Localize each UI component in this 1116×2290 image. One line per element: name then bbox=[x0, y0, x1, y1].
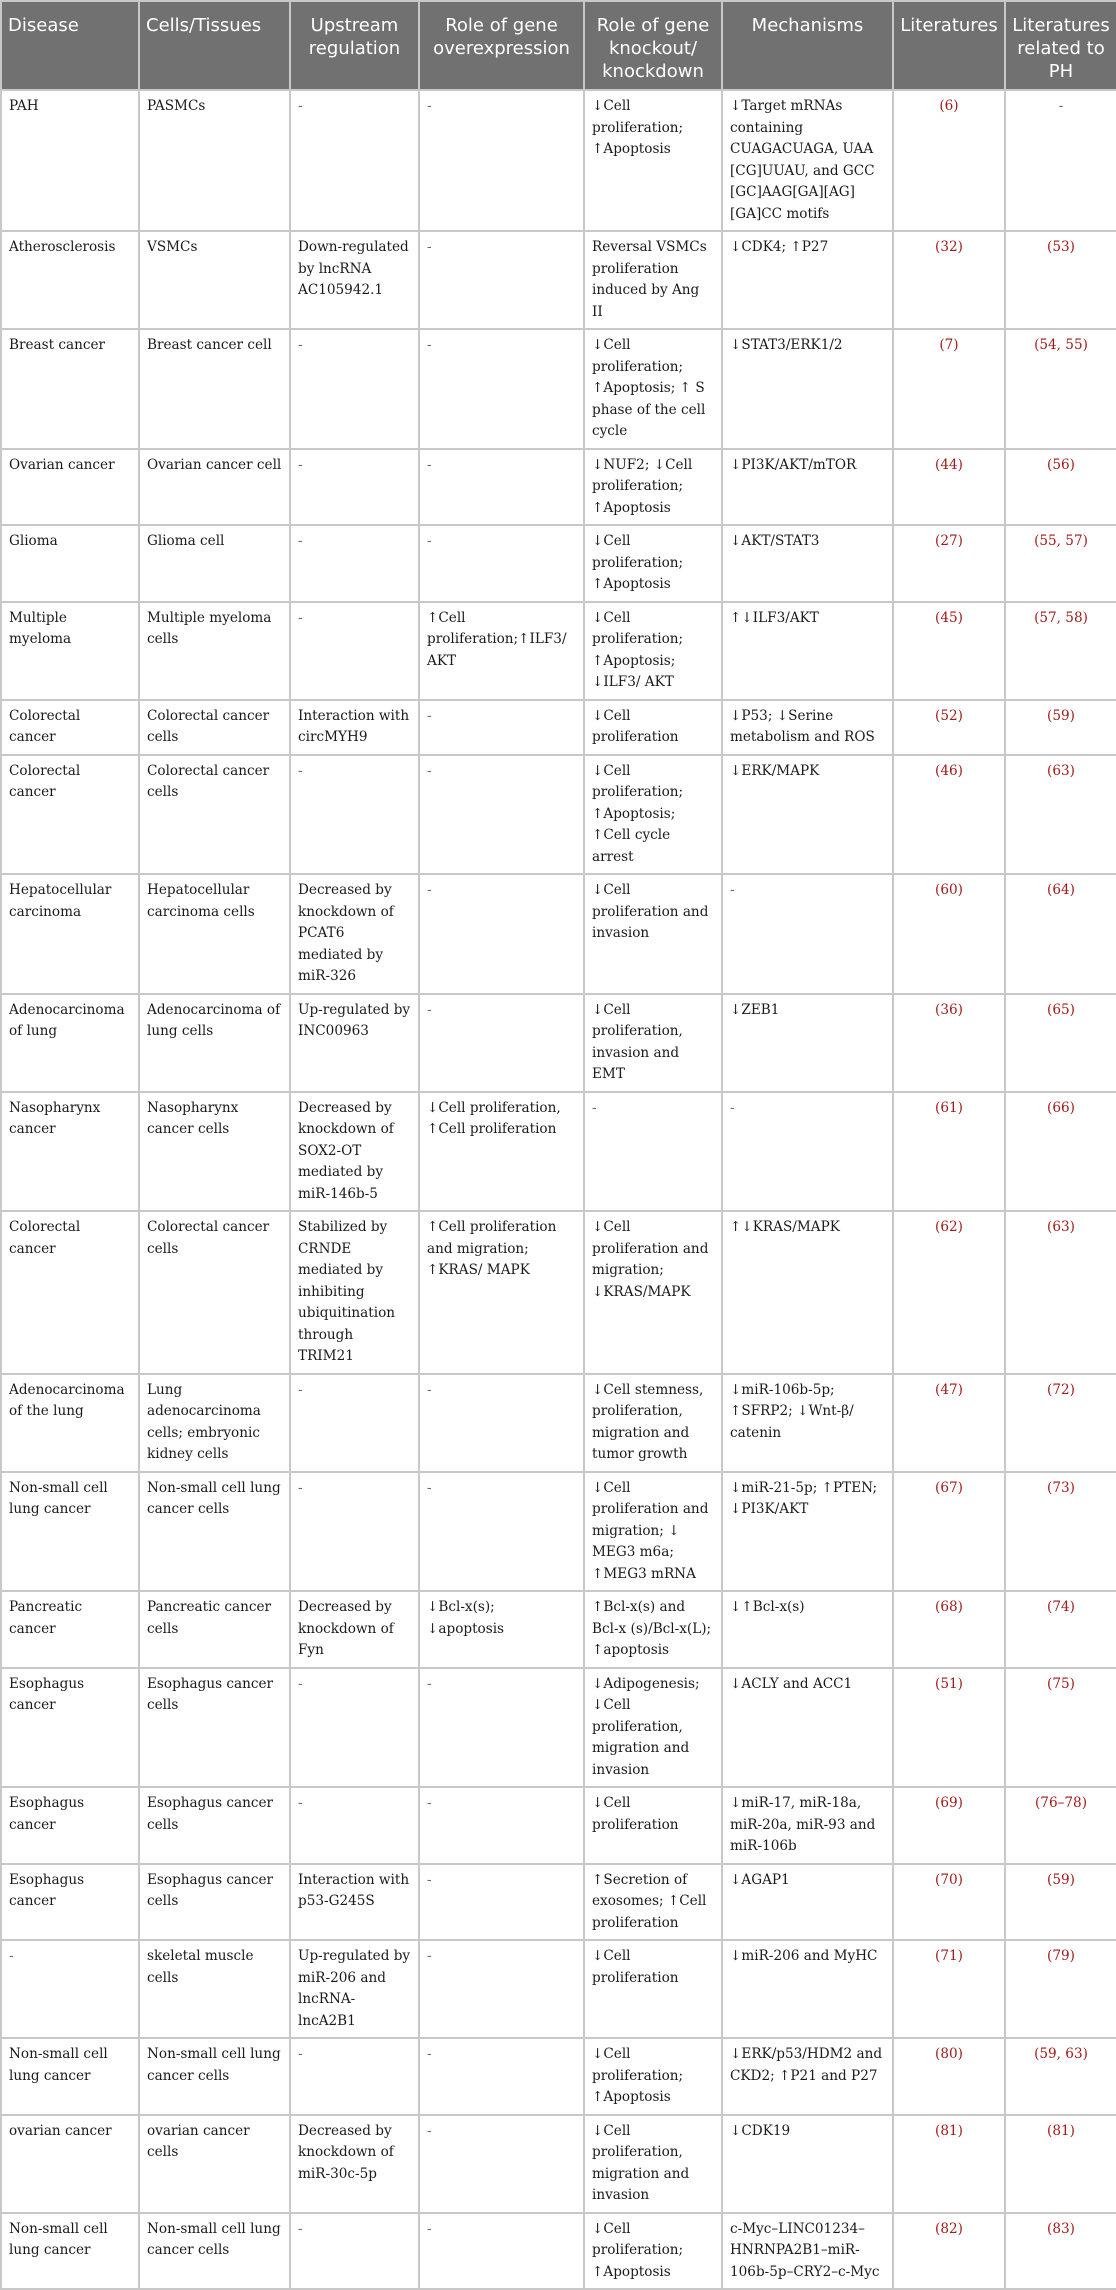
cell-overexpression: - bbox=[419, 2213, 584, 2290]
table-row bbox=[1, 449, 1116, 526]
cell-literatures-ph: (57, 58) bbox=[1005, 602, 1116, 700]
cell-upstream-regulation: - bbox=[290, 1374, 419, 1472]
table-row bbox=[1, 329, 1116, 449]
cell-mechanisms: ↓ERK/p53/HDM2 and CKD2; ↑P21 and P27 bbox=[722, 2038, 893, 2115]
header-literatures-ph: Literatures related to PH bbox=[1005, 1, 1116, 90]
cell-literatures: (27) bbox=[893, 525, 1005, 602]
cell-upstream-regulation: Up-regulated by INC00963 bbox=[290, 994, 419, 1092]
header-mechanisms: Mechanisms bbox=[722, 1, 893, 90]
table-row bbox=[1, 602, 1116, 700]
cell-upstream-regulation: Decreased by knockdown of PCAT6 mediated by miR-326 bbox=[290, 874, 419, 994]
cell-upstream-regulation: Decreased by knockdown of SOX2-OT mediated by miR-146b-5 bbox=[290, 1092, 419, 1212]
table-row bbox=[1, 1472, 1116, 1592]
cell-disease: Ovarian cancer bbox=[1, 449, 139, 526]
cell-literatures: (61) bbox=[893, 1092, 1005, 1212]
cell-overexpression: - bbox=[419, 994, 584, 1092]
cell-knockdown: ↓Cell stemness, proliferation, migration and tumor growth bbox=[584, 1374, 722, 1472]
cell-disease: Non-small cell lung cancer bbox=[1, 1472, 139, 1592]
cell-mechanisms: ↓CDK19 bbox=[722, 2115, 893, 2213]
cell-knockdown: ↓Cell proliferation; ↑Apoptosis bbox=[584, 2213, 722, 2290]
cell-knockdown: - bbox=[584, 1092, 722, 1212]
cell-disease: Esophagus cancer bbox=[1, 1668, 139, 1788]
cell-cells-tissues: Non-small cell lung cancer cells bbox=[139, 2038, 290, 2115]
cell-mechanisms: ↓Target mRNAs containing CUAGACUAGA, UAA [CG]UUAU, and GCC [GC]AAG[GA][AG] [GA]CC motifs bbox=[722, 90, 893, 231]
cell-disease: Adenocarcinoma of lung bbox=[1, 994, 139, 1092]
table-row bbox=[1, 1668, 1116, 1788]
cell-overexpression: ↓Cell proliferation, ↑Cell proliferation bbox=[419, 1092, 584, 1212]
cell-disease: Colorectal cancer bbox=[1, 1211, 139, 1374]
header-knockdown: Role of gene knockout/ knockdown bbox=[584, 1, 722, 90]
cell-literatures-ph: (81) bbox=[1005, 2115, 1116, 2213]
cell-knockdown: ↓Cell proliferation; ↑Apoptosis; ↓ILF3/ AKT bbox=[584, 602, 722, 700]
cell-disease: Colorectal cancer bbox=[1, 755, 139, 875]
cell-upstream-regulation: Interaction with p53-G245S bbox=[290, 1864, 419, 1941]
cell-overexpression: - bbox=[419, 449, 584, 526]
cell-mechanisms: c-Myc–LINC01234–HNRNPA2B1–miR-106b-5p–CRY2–c-Myc bbox=[722, 2213, 893, 2290]
cell-disease: Multiple myeloma bbox=[1, 602, 139, 700]
cell-knockdown: ↓Cell proliferation; ↑Apoptosis; ↑Cell cycle arrest bbox=[584, 755, 722, 875]
cell-knockdown: ↓Cell proliferation, invasion and EMT bbox=[584, 994, 722, 1092]
table-row bbox=[1, 2115, 1116, 2213]
cell-literatures-ph: (56) bbox=[1005, 449, 1116, 526]
cell-knockdown: ↓Cell proliferation; ↑Apoptosis bbox=[584, 90, 722, 231]
cell-literatures-ph: (66) bbox=[1005, 1092, 1116, 1212]
cell-cells-tissues: Non-small cell lung cancer cells bbox=[139, 2213, 290, 2290]
cell-mechanisms: ↓STAT3/ERK1/2 bbox=[722, 329, 893, 449]
cell-cells-tissues: Glioma cell bbox=[139, 525, 290, 602]
cell-knockdown: ↑Secretion of exosomes; ↑Cell proliferation bbox=[584, 1864, 722, 1941]
table-row bbox=[1, 90, 1116, 231]
cell-overexpression: ↑Cell proliferation and migration; ↑KRAS/ MAPK bbox=[419, 1211, 584, 1374]
header-upstream-regulation: Upstream regulation bbox=[290, 1, 419, 90]
cell-literatures: (51) bbox=[893, 1668, 1005, 1788]
cell-literatures-ph: (59, 63) bbox=[1005, 2038, 1116, 2115]
cell-knockdown: Reversal VSMCs proliferation induced by Ang II bbox=[584, 231, 722, 329]
cell-knockdown: ↓NUF2; ↓Cell proliferation; ↑Apoptosis bbox=[584, 449, 722, 526]
cell-disease: Atherosclerosis bbox=[1, 231, 139, 329]
cell-literatures-ph: (54, 55) bbox=[1005, 329, 1116, 449]
cell-knockdown: ↓Cell proliferation, migration and invasion bbox=[584, 2115, 722, 2213]
cell-knockdown: ↓Cell proliferation and migration; ↓KRAS/MAPK bbox=[584, 1211, 722, 1374]
cell-literatures: (69) bbox=[893, 1787, 1005, 1864]
cell-knockdown: ↓Cell proliferation; ↑Apoptosis bbox=[584, 2038, 722, 2115]
cell-upstream-regulation: - bbox=[290, 1668, 419, 1788]
cell-mechanisms: ↑↓KRAS/MAPK bbox=[722, 1211, 893, 1374]
cell-disease: Pancreatic cancer bbox=[1, 1591, 139, 1668]
cell-literatures-ph: (74) bbox=[1005, 1591, 1116, 1668]
cell-cells-tissues: Pancreatic cancer cells bbox=[139, 1591, 290, 1668]
cell-upstream-regulation: Down-regulated by lncRNA AC105942.1 bbox=[290, 231, 419, 329]
table-row bbox=[1, 994, 1116, 1092]
cell-literatures: (46) bbox=[893, 755, 1005, 875]
cell-disease: PAH bbox=[1, 90, 139, 231]
cell-cells-tissues: Multiple myeloma cells bbox=[139, 602, 290, 700]
header-literatures: Literatures bbox=[893, 1, 1005, 90]
cell-mechanisms: ↓P53; ↓Serine metabolism and ROS bbox=[722, 700, 893, 755]
cell-overexpression: - bbox=[419, 1374, 584, 1472]
cell-literatures: (81) bbox=[893, 2115, 1005, 2213]
cell-literatures-ph: (65) bbox=[1005, 994, 1116, 1092]
cell-overexpression: - bbox=[419, 1472, 584, 1592]
cell-upstream-regulation: Interaction with circMYH9 bbox=[290, 700, 419, 755]
cell-disease: Non-small cell lung cancer bbox=[1, 2038, 139, 2115]
cell-literatures: (80) bbox=[893, 2038, 1005, 2115]
cell-upstream-regulation: - bbox=[290, 449, 419, 526]
cell-disease: Adenocarcinoma of the lung bbox=[1, 1374, 139, 1472]
cell-mechanisms: ↑↓ILF3/AKT bbox=[722, 602, 893, 700]
cell-knockdown: ↓Cell proliferation and invasion bbox=[584, 874, 722, 994]
cell-overexpression: - bbox=[419, 874, 584, 994]
cell-cells-tissues: Esophagus cancer cells bbox=[139, 1864, 290, 1941]
cell-literatures-ph: (53) bbox=[1005, 231, 1116, 329]
cell-mechanisms: - bbox=[722, 1092, 893, 1212]
cell-literatures-ph: (59) bbox=[1005, 700, 1116, 755]
cell-literatures: (6) bbox=[893, 90, 1005, 231]
cell-disease: Esophagus cancer bbox=[1, 1787, 139, 1864]
cell-overexpression: ↓Bcl-x(s); ↓apoptosis bbox=[419, 1591, 584, 1668]
cell-literatures: (44) bbox=[893, 449, 1005, 526]
cell-literatures: (47) bbox=[893, 1374, 1005, 1472]
table-row bbox=[1, 874, 1116, 994]
cell-cells-tissues: VSMCs bbox=[139, 231, 290, 329]
cell-cells-tissues: Non-small cell lung cancer cells bbox=[139, 1472, 290, 1592]
cell-disease: Glioma bbox=[1, 525, 139, 602]
cell-cells-tissues: Breast cancer cell bbox=[139, 329, 290, 449]
cell-cells-tissues: ovarian cancer cells bbox=[139, 2115, 290, 2213]
cell-cells-tissues: Adenocarcinoma of lung cells bbox=[139, 994, 290, 1092]
cell-literatures-ph: (63) bbox=[1005, 755, 1116, 875]
cell-mechanisms: ↓ACLY and ACC1 bbox=[722, 1668, 893, 1788]
cell-disease: Hepatocellular carcinoma bbox=[1, 874, 139, 994]
cell-overexpression: - bbox=[419, 1864, 584, 1941]
cell-cells-tissues: Lung adenocarcinoma cells; embryonic kidney cells bbox=[139, 1374, 290, 1472]
cell-disease: Esophagus cancer bbox=[1, 1864, 139, 1941]
cell-overexpression: - bbox=[419, 329, 584, 449]
cell-upstream-regulation: - bbox=[290, 1472, 419, 1592]
table-row bbox=[1, 231, 1116, 329]
header-cells-tissues: Cells/Tissues bbox=[139, 1, 290, 90]
cell-knockdown: ↓Cell proliferation bbox=[584, 1787, 722, 1864]
cell-disease: Breast cancer bbox=[1, 329, 139, 449]
table-row bbox=[1, 525, 1116, 602]
cell-literatures-ph: (75) bbox=[1005, 1668, 1116, 1788]
table-row bbox=[1, 1940, 1116, 2038]
cell-literatures: (60) bbox=[893, 874, 1005, 994]
cell-mechanisms: ↓AKT/STAT3 bbox=[722, 525, 893, 602]
cell-overexpression: - bbox=[419, 700, 584, 755]
cell-knockdown: ↓Cell proliferation and migration; ↓ MEG3 m6a; ↑MEG3 mRNA bbox=[584, 1472, 722, 1592]
cell-knockdown: ↓Adipogenesis; ↓Cell proliferation, migration and invasion bbox=[584, 1668, 722, 1788]
cell-mechanisms: ↓miR-106b-5p; ↑SFRP2; ↓Wnt-β/ catenin bbox=[722, 1374, 893, 1472]
cell-literatures-ph: (59) bbox=[1005, 1864, 1116, 1941]
table-row bbox=[1, 1211, 1116, 1374]
cell-upstream-regulation: - bbox=[290, 90, 419, 231]
cell-upstream-regulation: - bbox=[290, 329, 419, 449]
cell-literatures: (52) bbox=[893, 700, 1005, 755]
cell-mechanisms: ↓AGAP1 bbox=[722, 1864, 893, 1941]
cell-knockdown: ↓Cell proliferation bbox=[584, 1940, 722, 2038]
cell-upstream-regulation: - bbox=[290, 2038, 419, 2115]
cell-overexpression: - bbox=[419, 525, 584, 602]
cell-upstream-regulation: - bbox=[290, 1787, 419, 1864]
cell-disease: Nasopharynx cancer bbox=[1, 1092, 139, 1212]
cell-cells-tissues: PASMCs bbox=[139, 90, 290, 231]
cell-upstream-regulation: - bbox=[290, 602, 419, 700]
cell-mechanisms: ↓miR-206 and MyHC bbox=[722, 1940, 893, 2038]
cell-overexpression: - bbox=[419, 1940, 584, 2038]
cell-literatures-ph: - bbox=[1005, 90, 1116, 231]
cell-literatures: (7) bbox=[893, 329, 1005, 449]
cell-cells-tissues: Colorectal cancer cells bbox=[139, 1211, 290, 1374]
cell-literatures-ph: (76–78) bbox=[1005, 1787, 1116, 1864]
cell-overexpression: - bbox=[419, 2115, 584, 2213]
cell-literatures-ph: (73) bbox=[1005, 1472, 1116, 1592]
cell-cells-tissues: Hepatocellular carcinoma cells bbox=[139, 874, 290, 994]
cell-upstream-regulation: Stabilized by CRNDE mediated by inhibiting ubiquitination through TRIM21 bbox=[290, 1211, 419, 1374]
cell-knockdown: ↓Cell proliferation; ↑Apoptosis bbox=[584, 525, 722, 602]
cell-cells-tissues: Colorectal cancer cells bbox=[139, 700, 290, 755]
cell-overexpression: - bbox=[419, 90, 584, 231]
cell-upstream-regulation: - bbox=[290, 755, 419, 875]
header-overexpression: Role of gene overexpression bbox=[419, 1, 584, 90]
cell-overexpression: - bbox=[419, 755, 584, 875]
cell-literatures-ph: (64) bbox=[1005, 874, 1116, 994]
table-row bbox=[1, 2038, 1116, 2115]
cell-disease: Non-small cell lung cancer bbox=[1, 2213, 139, 2290]
cell-disease: - bbox=[1, 1940, 139, 2038]
cell-overexpression: - bbox=[419, 2038, 584, 2115]
cell-mechanisms: - bbox=[722, 874, 893, 994]
table-row bbox=[1, 1591, 1116, 1668]
cell-literatures-ph: (83) bbox=[1005, 2213, 1116, 2290]
cell-mechanisms: ↓ERK/MAPK bbox=[722, 755, 893, 875]
cell-upstream-regulation: - bbox=[290, 525, 419, 602]
table-row bbox=[1, 1374, 1116, 1472]
table-row bbox=[1, 1092, 1116, 1212]
cell-cells-tissues: skeletal muscle cells bbox=[139, 1940, 290, 2038]
cell-cells-tissues: Esophagus cancer cells bbox=[139, 1668, 290, 1788]
cell-literatures: (32) bbox=[893, 231, 1005, 329]
table-row bbox=[1, 1787, 1116, 1864]
cell-literatures: (82) bbox=[893, 2213, 1005, 2290]
cell-literatures: (36) bbox=[893, 994, 1005, 1092]
cell-literatures: (67) bbox=[893, 1472, 1005, 1592]
cell-literatures: (45) bbox=[893, 602, 1005, 700]
cell-knockdown: ↑Bcl-x(s) and Bcl-x (s)/Bcl-x(L); ↑apoptosis bbox=[584, 1591, 722, 1668]
cell-cells-tissues: Ovarian cancer cell bbox=[139, 449, 290, 526]
cell-disease: Colorectal cancer bbox=[1, 700, 139, 755]
cell-overexpression: - bbox=[419, 1787, 584, 1864]
cell-mechanisms: ↓PI3K/AKT/mTOR bbox=[722, 449, 893, 526]
table-row bbox=[1, 700, 1116, 755]
header-row bbox=[1, 1, 1116, 90]
table-row bbox=[1, 1864, 1116, 1941]
cell-knockdown: ↓Cell proliferation; ↑Apoptosis; ↑ S phase of the cell cycle bbox=[584, 329, 722, 449]
table-row bbox=[1, 755, 1116, 875]
cell-literatures: (68) bbox=[893, 1591, 1005, 1668]
cell-literatures: (70) bbox=[893, 1864, 1005, 1941]
cell-mechanisms: ↓miR-21-5p; ↑PTEN; ↓PI3K/AKT bbox=[722, 1472, 893, 1592]
cell-upstream-regulation: Up-regulated by miR-206 and lncRNA-lncA2B1 bbox=[290, 1940, 419, 2038]
cell-overexpression: ↑Cell proliferation;↑ILF3/ AKT bbox=[419, 602, 584, 700]
cell-cells-tissues: Colorectal cancer cells bbox=[139, 755, 290, 875]
table-row bbox=[1, 2213, 1116, 2290]
cell-upstream-regulation: - bbox=[290, 2213, 419, 2290]
cell-literatures: (62) bbox=[893, 1211, 1005, 1374]
cell-mechanisms: ↓CDK4; ↑P27 bbox=[722, 231, 893, 329]
cell-literatures-ph: (55, 57) bbox=[1005, 525, 1116, 602]
cell-mechanisms: ↓ZEB1 bbox=[722, 994, 893, 1092]
table-body bbox=[1, 90, 1116, 2289]
cell-literatures-ph: (72) bbox=[1005, 1374, 1116, 1472]
header-disease: Disease bbox=[1, 1, 139, 90]
cell-cells-tissues: Esophagus cancer cells bbox=[139, 1787, 290, 1864]
cell-upstream-regulation: Decreased by knockdown of Fyn bbox=[290, 1591, 419, 1668]
cell-mechanisms: ↓↑Bcl-x(s) bbox=[722, 1591, 893, 1668]
cell-literatures-ph: (79) bbox=[1005, 1940, 1116, 2038]
cell-literatures-ph: (63) bbox=[1005, 1211, 1116, 1374]
cell-overexpression: - bbox=[419, 231, 584, 329]
cell-literatures: (71) bbox=[893, 1940, 1005, 2038]
cell-overexpression: - bbox=[419, 1668, 584, 1788]
cell-mechanisms: ↓miR-17, miR-18a, miR-20a, miR-93 and miR-106b bbox=[722, 1787, 893, 1864]
cell-cells-tissues: Nasopharynx cancer cells bbox=[139, 1092, 290, 1212]
cell-knockdown: ↓Cell proliferation bbox=[584, 700, 722, 755]
cell-disease: ovarian cancer bbox=[1, 2115, 139, 2213]
cell-upstream-regulation: Decreased by knockdown of miR-30c-5p bbox=[290, 2115, 419, 2213]
